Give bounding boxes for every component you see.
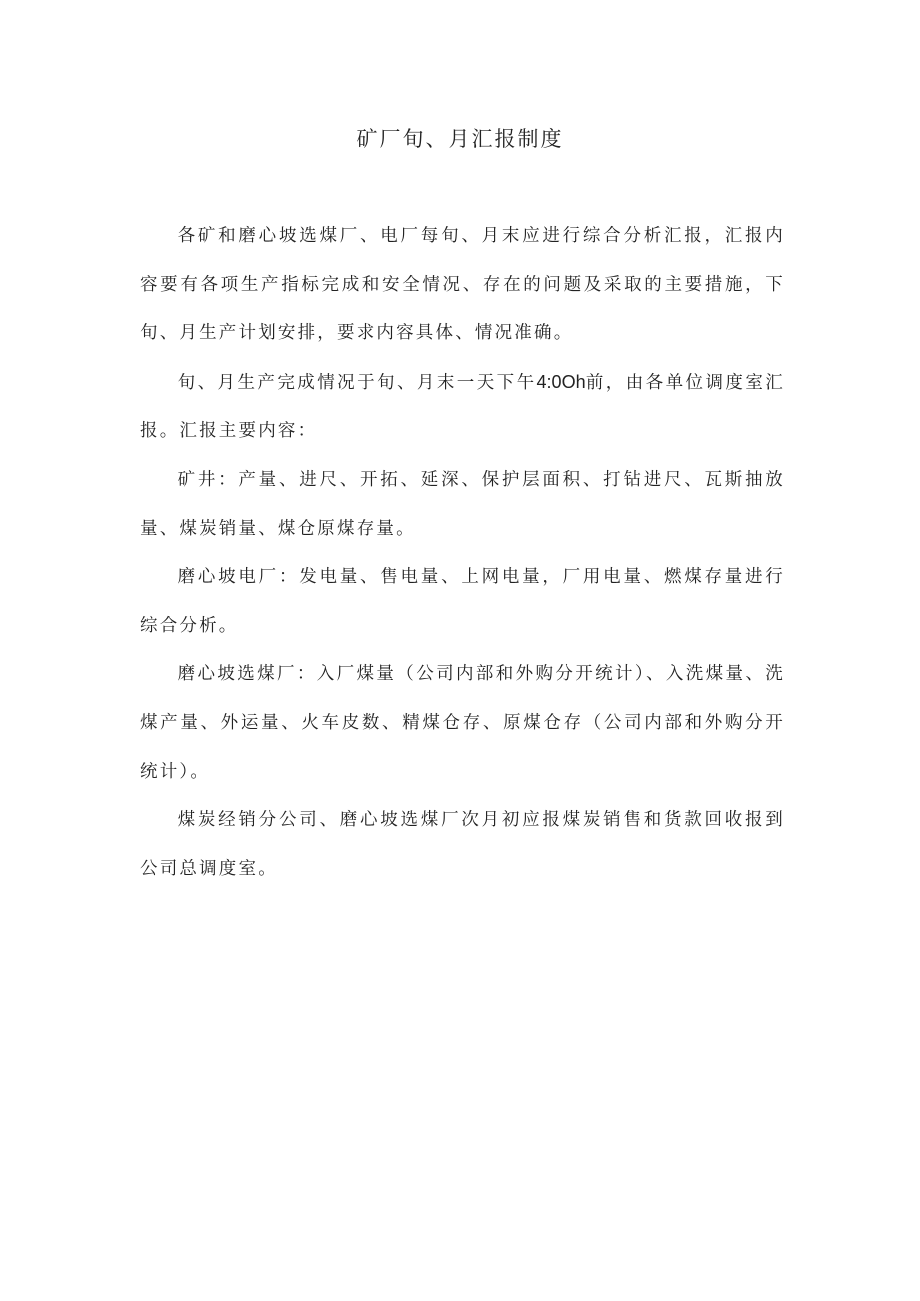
paragraph-sales-reporting: 煤炭经销分公司、磨心坡选煤厂次月初应报煤炭销售和货款回收报到公司总调度室。 [140,810,785,879]
paragraph-power-plant-items: 磨心坡电厂：发电量、售电量、上网电量，厂用电量、燃煤存量进行综合分析。 [140,567,785,636]
paragraph-mine-items: 矿井：产量、进尺、开拓、延深、保护层面积、打钻进尺、瓦斯抽放量、煤炭销量、煤仓原煤存量。 [140,469,785,539]
deadline-text-after: 前，由各单位调度室汇报。汇报主要内容： [140,372,785,442]
document-title: 矿厂旬、月汇报制度 [356,127,564,151]
paragraph-reporting-requirement: 各矿和磨心坡选煤厂、电厂每旬、月末应进行综合分析汇报，汇报内容要有各项生产指标完成和安全情况、存在的问题及采取的主要措施，下旬、月生产计划安排，要求内容具体、情况准确。 [140,226,785,344]
deadline-text-before: 旬、月生产完成情况于旬、月末一天下午 [177,372,537,393]
document-body [140,212,785,893]
paragraph-reporting-deadline [140,358,785,456]
paragraph-coal-prep-plant-items: 磨心坡选煤厂：入厂煤量（公司内部和外购分开统计）、入洗煤量、洗煤产量、外运量、火车皮数、精煤仓存、原煤仓存（公司内部和外购分开统计）。 [140,664,785,782]
deadline-time: 4:0Oh [536,371,586,392]
